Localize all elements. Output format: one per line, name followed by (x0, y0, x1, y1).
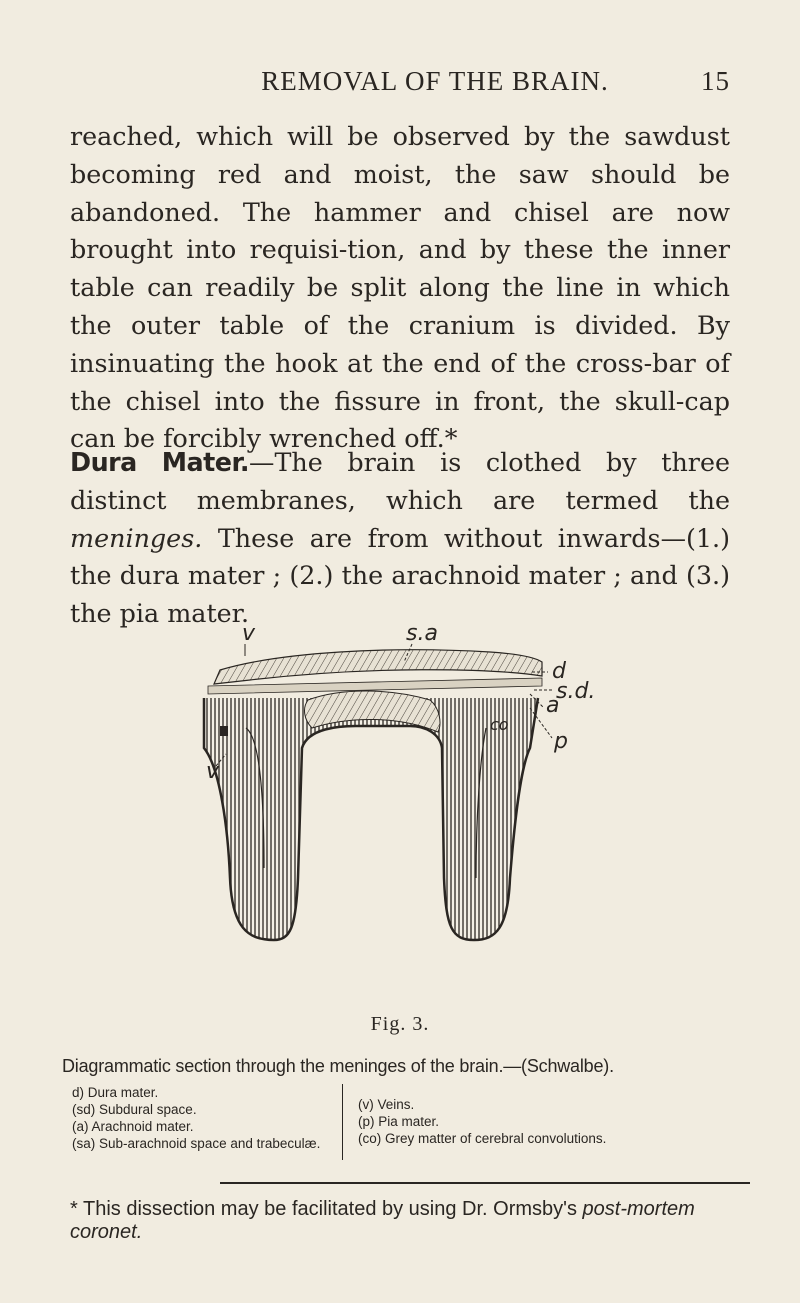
legend-item: (sa) Sub-arachnoid space and trabeculæ. (72, 1136, 321, 1151)
legend-item: (co) Grey matter of cerebral convolutions. (358, 1131, 607, 1146)
running-head (0, 66, 800, 97)
figure-number: Fig. 3. (370, 1013, 430, 1035)
paragraph-text-b: These are from without inwards—(1.) the dura mater ; (2.) the arachnoid mater ; and (3.) the pia mater. (70, 522, 730, 629)
footnote (70, 1198, 735, 1244)
legend-item: (sd) Subdural space. (72, 1102, 197, 1117)
legend-item: (v) Veins. (358, 1097, 415, 1112)
footnote-text: * This dissection may be facilitated by using Dr. Ormsby's (70, 1198, 583, 1220)
paragraph-text-a: —The brain is clothed by three distinct membranes, which are termed the (70, 447, 730, 515)
label-sa: s.a (406, 621, 438, 646)
label-co: co (490, 715, 509, 734)
term-meninges: meninges. (70, 522, 203, 553)
label-d: d (552, 659, 566, 684)
legend-item: (p) Pia mater. (358, 1114, 440, 1129)
section-heading-dura-mater: Dura Mater. (70, 447, 250, 477)
paragraph-removal: reached, which will be observed by the sawdust becoming red and moist, the saw should be abandoned. The hammer and chisel are now brought into requisi-tion, and by these the inner table can readily be split along the line in which the outer table of the cranium is divided. By insinuating the hook at the end of the cross-bar of the chisel into the fissure in front, the skull-cap can be forcibly wrenched off.* (70, 121, 730, 454)
footnote-emphasis: post-mortem coronet. (70, 1198, 695, 1243)
legend-item: (a) Arachnoid mater. (72, 1119, 194, 1134)
figure-caption: Diagrammatic section through the meninges of the brain.—(Schwalbe). (62, 1056, 614, 1076)
label-sd: s.d. (556, 679, 596, 704)
label-v-top: v (242, 621, 256, 646)
label-a: a (546, 693, 560, 718)
legend-item: d) Dura mater. (72, 1085, 159, 1100)
legend-right (358, 1096, 606, 1147)
running-head-title: REMOVAL OF THE BRAIN. (261, 66, 609, 96)
meninges-diagram (190, 621, 596, 988)
page-number: 15 (701, 66, 730, 96)
paragraph-dura-mater (70, 444, 730, 633)
vein-mark (220, 726, 228, 736)
footnote-rule (220, 1182, 750, 1184)
label-p: p (554, 729, 568, 754)
label-v-left: v (206, 759, 220, 784)
legend-divider (342, 1084, 343, 1160)
legend-left (72, 1084, 320, 1152)
